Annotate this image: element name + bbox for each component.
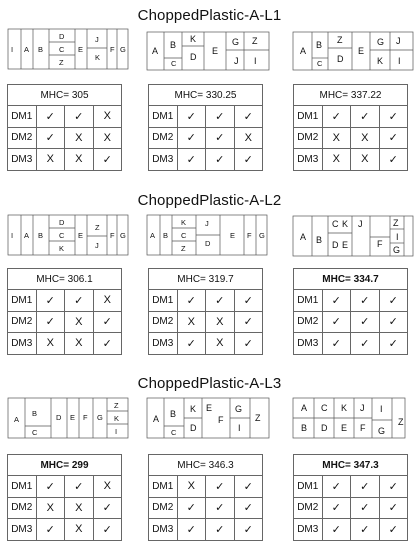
dm-cell: ✓ — [93, 497, 122, 519]
table-row — [294, 290, 408, 312]
dm-label: DM2 — [294, 127, 323, 149]
dm-cell: ✓ — [93, 519, 122, 541]
table-row — [149, 149, 263, 171]
dm-cell: X — [65, 149, 94, 171]
dm-cell: ✓ — [36, 106, 65, 128]
dept-label: A — [153, 414, 160, 424]
dm-cell: ✓ — [351, 290, 380, 312]
mhc-value: MHC= 346.3 — [149, 455, 263, 476]
dm-cell: ✓ — [177, 290, 206, 312]
mhc-table — [293, 84, 408, 171]
dept-label: A — [150, 231, 156, 240]
mhc-table — [7, 454, 122, 541]
dept-label: C — [59, 45, 65, 54]
dept-label: I — [380, 404, 383, 414]
dm-label: DM2 — [149, 127, 178, 149]
dm-cell: ✓ — [206, 519, 235, 541]
dm-cell: ✓ — [379, 333, 408, 355]
dm-cell: ✓ — [206, 149, 235, 171]
dm-label: DM3 — [294, 519, 323, 541]
dm-label: DM2 — [8, 311, 37, 333]
dept-label: E — [78, 45, 84, 54]
dm-label: DM3 — [8, 519, 37, 541]
table-row — [149, 519, 263, 541]
dm-cell: ✓ — [65, 106, 94, 128]
dm-label: DM3 — [8, 149, 37, 171]
dept-label: F — [110, 231, 115, 240]
dm-label: DM1 — [149, 106, 178, 128]
dept-label: K — [341, 403, 348, 413]
mhc-value: MHC= 337.22 — [294, 85, 408, 106]
dept-label: G — [235, 404, 243, 414]
dm-label: DM1 — [294, 106, 323, 128]
mhc-table — [148, 268, 263, 355]
dm-cell: ✓ — [379, 106, 408, 128]
dept-label: A — [24, 231, 30, 240]
dm-cell: X — [65, 333, 94, 355]
dept-label: D — [56, 413, 62, 422]
dept-label: I — [238, 423, 241, 433]
table-row — [294, 333, 408, 355]
dept-label: J — [234, 56, 239, 66]
dept-label: I — [11, 45, 14, 54]
mhc-table — [7, 268, 122, 355]
dm-label: DM1 — [8, 106, 37, 128]
dm-cell: ✓ — [206, 290, 235, 312]
dept-label: E — [70, 413, 76, 422]
table-row — [294, 519, 408, 541]
dm-cell: ✓ — [351, 311, 380, 333]
dm-cell: ✓ — [206, 476, 235, 498]
mhc-value: MHC= 299 — [8, 455, 122, 476]
dm-cell: X — [206, 311, 235, 333]
facility-layout-diagram — [7, 28, 129, 70]
dept-label: C — [181, 231, 187, 240]
dept-label: A — [14, 415, 20, 424]
dept-label: B — [38, 45, 44, 54]
table-row — [8, 333, 122, 355]
dept-label: E — [206, 403, 213, 413]
dept-label: F — [360, 423, 366, 433]
dm-cell: X — [36, 333, 65, 355]
facility-layout-diagram — [146, 28, 270, 72]
dept-label: K — [181, 218, 187, 227]
mhc-table — [148, 84, 263, 171]
dm-cell: ✓ — [379, 519, 408, 541]
dm-cell: ✓ — [206, 106, 235, 128]
dm-cell: ✓ — [93, 149, 122, 171]
dept-label: I — [396, 232, 399, 242]
dm-label: DM1 — [294, 290, 323, 312]
dept-label: E — [341, 423, 348, 433]
dept-label: C — [171, 59, 177, 68]
facility-layout-diagram — [146, 214, 268, 256]
dept-label: D — [205, 239, 211, 248]
dept-label: I — [115, 427, 118, 436]
dept-label: B — [170, 409, 177, 419]
dm-label: DM2 — [294, 311, 323, 333]
dm-cell: X — [36, 497, 65, 519]
dm-cell: X — [93, 290, 122, 312]
dm-cell: ✓ — [177, 106, 206, 128]
dm-cell: ✓ — [351, 106, 380, 128]
dm-cell: X — [65, 311, 94, 333]
dm-cell: X — [93, 127, 122, 149]
dept-label: J — [360, 403, 365, 413]
dm-cell: ✓ — [65, 290, 94, 312]
dm-cell: X — [93, 476, 122, 498]
dept-label: C — [32, 428, 38, 437]
facility-layout-diagram — [292, 213, 414, 259]
dm-cell: ✓ — [234, 106, 263, 128]
dm-cell: ✓ — [206, 497, 235, 519]
dm-cell: ✓ — [93, 333, 122, 355]
dept-label: Z — [393, 218, 399, 228]
dept-label: D — [332, 240, 339, 250]
dept-label: F — [247, 231, 252, 240]
dm-cell: ✓ — [36, 127, 65, 149]
dm-cell: X — [65, 519, 94, 541]
dept-label: E — [358, 46, 365, 56]
dm-label: DM3 — [294, 149, 323, 171]
table-row — [294, 106, 408, 128]
dm-cell: ✓ — [93, 311, 122, 333]
dept-label: K — [342, 219, 349, 229]
mhc-value: MHC= 306.1 — [8, 269, 122, 290]
dept-label: A — [301, 403, 308, 413]
dept-label: G — [393, 245, 401, 255]
dm-cell: ✓ — [234, 519, 263, 541]
dm-cell: X — [351, 127, 380, 149]
dm-label: DM3 — [294, 333, 323, 355]
dm-cell: ✓ — [322, 290, 351, 312]
dept-label: F — [110, 45, 115, 54]
dept-label: F — [377, 239, 383, 249]
dept-label: D — [190, 423, 197, 433]
table-row — [8, 519, 122, 541]
dm-label: DM3 — [149, 333, 178, 355]
dept-label: C — [59, 231, 65, 240]
dm-label: DM1 — [149, 476, 178, 498]
dm-cell: X — [351, 149, 380, 171]
dept-label: Z — [59, 58, 64, 67]
dept-label: B — [170, 40, 177, 50]
dept-label: J — [205, 219, 209, 228]
dm-cell: ✓ — [379, 497, 408, 519]
dm-cell: ✓ — [234, 149, 263, 171]
dept-label: G — [120, 231, 126, 240]
dept-label: I — [254, 56, 257, 66]
dm-cell: X — [322, 149, 351, 171]
table-row — [8, 311, 122, 333]
dept-label: Z — [181, 244, 186, 253]
dept-label: C — [332, 219, 339, 229]
facility-layout-diagram — [146, 396, 270, 440]
dm-cell: ✓ — [36, 476, 65, 498]
dm-cell: ✓ — [322, 476, 351, 498]
table-row — [8, 497, 122, 519]
dept-label: J — [358, 219, 363, 229]
dept-label: G — [232, 37, 240, 47]
dept-label: Z — [337, 35, 343, 45]
dm-label: DM2 — [8, 127, 37, 149]
dm-cell: X — [177, 476, 206, 498]
facility-layout-diagram — [7, 214, 129, 256]
dept-label: D — [337, 54, 344, 64]
dept-label: K — [114, 414, 120, 423]
dm-cell: X — [177, 311, 206, 333]
dm-cell: ✓ — [177, 333, 206, 355]
dept-label: F — [83, 413, 88, 422]
table-row — [294, 476, 408, 498]
dept-label: D — [59, 32, 65, 41]
dept-label: C — [321, 403, 328, 413]
table-row — [149, 290, 263, 312]
dept-label: J — [396, 36, 401, 46]
dept-label: I — [11, 231, 14, 240]
dept-label: K — [59, 244, 65, 253]
dm-cell: ✓ — [379, 290, 408, 312]
dm-cell: ✓ — [36, 311, 65, 333]
dm-cell: ✓ — [36, 519, 65, 541]
dm-cell: ✓ — [234, 497, 263, 519]
dm-label: DM2 — [149, 311, 178, 333]
dept-label: C — [171, 428, 177, 437]
dept-label: F — [218, 415, 224, 425]
facility-layout-diagram — [292, 28, 414, 72]
section-title: ChoppedPlastic-A-L1 — [137, 7, 282, 24]
dept-label: D — [59, 218, 65, 227]
section-title: ChoppedPlastic-A-L3 — [137, 375, 282, 392]
table-row — [8, 476, 122, 498]
dm-label: DM2 — [8, 497, 37, 519]
table-row — [294, 497, 408, 519]
dm-cell: ✓ — [322, 333, 351, 355]
dm-cell: X — [65, 497, 94, 519]
dm-label: DM2 — [149, 497, 178, 519]
facility-layout-diagram — [292, 396, 414, 440]
dept-label: A — [24, 45, 30, 54]
dm-cell: ✓ — [36, 290, 65, 312]
dept-label: B — [38, 231, 44, 240]
dept-label: K — [190, 404, 197, 414]
dept-label: G — [97, 413, 103, 422]
dm-cell: ✓ — [322, 497, 351, 519]
dept-label: Z — [252, 36, 258, 46]
dm-cell: ✓ — [351, 333, 380, 355]
dm-cell: X — [206, 333, 235, 355]
dm-cell: ✓ — [379, 127, 408, 149]
dept-label: Z — [255, 413, 261, 423]
dm-cell: X — [322, 127, 351, 149]
dept-label: B — [163, 231, 169, 240]
dm-cell: X — [234, 127, 263, 149]
dm-cell: ✓ — [379, 149, 408, 171]
dept-label: G — [259, 231, 265, 240]
section-title: ChoppedPlastic-A-L2 — [137, 192, 282, 209]
dm-label: DM1 — [294, 476, 323, 498]
dept-label: B — [316, 235, 323, 245]
dm-cell: ✓ — [234, 476, 263, 498]
dept-label: B — [316, 40, 323, 50]
dm-cell: ✓ — [351, 497, 380, 519]
dept-label: A — [300, 232, 307, 242]
table-row — [8, 149, 122, 171]
dept-label: Z — [114, 401, 119, 410]
dm-cell: X — [93, 106, 122, 128]
dm-cell: ✓ — [351, 519, 380, 541]
dept-label: Z — [95, 223, 100, 232]
mhc-value: MHC= 330.25 — [149, 85, 263, 106]
dm-cell: ✓ — [322, 106, 351, 128]
dm-label: DM1 — [8, 290, 37, 312]
dept-label: A — [152, 46, 159, 56]
dm-cell: ✓ — [177, 497, 206, 519]
dm-cell: ✓ — [177, 149, 206, 171]
dept-label: G — [378, 426, 386, 436]
dm-label: DM1 — [8, 476, 37, 498]
dept-label: K — [95, 53, 101, 62]
dm-cell: ✓ — [322, 311, 351, 333]
dm-cell: ✓ — [379, 311, 408, 333]
dept-label: E — [78, 231, 84, 240]
mhc-table — [293, 454, 408, 541]
dm-cell: ✓ — [234, 333, 263, 355]
table-row — [149, 333, 263, 355]
dept-label: B — [301, 423, 308, 433]
table-row — [149, 106, 263, 128]
table-row — [8, 127, 122, 149]
dept-label: D — [321, 423, 328, 433]
table-row — [8, 290, 122, 312]
dm-label: DM3 — [8, 333, 37, 355]
dept-label: K — [377, 56, 384, 66]
dm-label: DM3 — [149, 519, 178, 541]
dm-cell: ✓ — [351, 476, 380, 498]
mhc-value: MHC= 319.7 — [149, 269, 263, 290]
dm-cell: X — [65, 127, 94, 149]
dm-cell: ✓ — [65, 476, 94, 498]
dept-label: J — [95, 35, 99, 44]
dept-label: G — [377, 37, 385, 47]
dm-label: DM3 — [149, 149, 178, 171]
dept-label: C — [317, 59, 323, 68]
dm-cell: X — [36, 149, 65, 171]
mhc-table — [148, 454, 263, 541]
dm-cell: ✓ — [206, 127, 235, 149]
dm-cell: ✓ — [379, 476, 408, 498]
dm-cell: ✓ — [234, 290, 263, 312]
mhc-value: MHC= 305 — [8, 85, 122, 106]
dept-label: E — [212, 46, 219, 56]
dept-label: B — [32, 409, 38, 418]
table-row — [149, 497, 263, 519]
dept-label: A — [300, 46, 307, 56]
dept-label: Z — [398, 417, 404, 427]
dm-cell: ✓ — [177, 127, 206, 149]
dept-label: D — [190, 52, 197, 62]
table-row — [149, 311, 263, 333]
dm-cell: ✓ — [234, 311, 263, 333]
dept-label: E — [342, 240, 349, 250]
dept-label: I — [398, 56, 401, 66]
mhc-table — [293, 268, 408, 355]
mhc-table — [7, 84, 122, 171]
table-row — [294, 127, 408, 149]
mhc-value: MHC= 347.3 — [294, 455, 408, 476]
facility-layout-diagram — [7, 396, 129, 440]
dept-label: K — [190, 34, 197, 44]
table-row — [8, 106, 122, 128]
table-row — [149, 476, 263, 498]
dm-label: DM2 — [294, 497, 323, 519]
dept-label: G — [120, 45, 126, 54]
table-row — [294, 149, 408, 171]
dept-label: E — [230, 231, 236, 240]
dm-label: DM1 — [149, 290, 178, 312]
table-row — [294, 311, 408, 333]
dept-label: J — [95, 241, 99, 250]
dm-cell: ✓ — [322, 519, 351, 541]
table-row — [149, 127, 263, 149]
dm-cell: ✓ — [177, 519, 206, 541]
mhc-value: MHC= 334.7 — [294, 269, 408, 290]
